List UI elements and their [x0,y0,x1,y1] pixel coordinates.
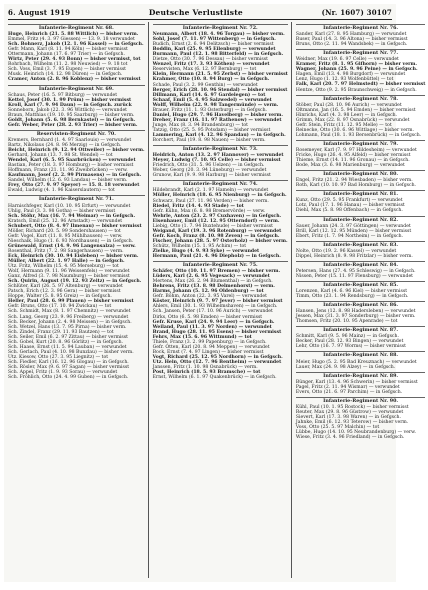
list-entry: Müller, Albert (22. 1. 97 Halle) — in Gefgsch. [8,259,125,265]
list-entry: Sch. Appel, Fritz (1. 9. 93 Sorau) — verwundet [8,370,118,376]
list-entry: Gefr. Mann, Karl (8. 11. 94 Köln) — bisher vermisst [8,47,128,53]
list-entry: Schwarz, Paul (27. 11. 96 Verden) — bisher verm. [152,198,269,204]
list-entry: Schütz, Wilhelm (15. 1. 95 Achim) — tot [152,243,247,249]
list-entry: Sch. Quirin, August (19. 12. 93 Zeitz) — in Gefgsch. [8,279,142,285]
list-entry: Lübbe, Hugo (14. 10. 95 Neubrandenburg) — verw. [295,430,416,436]
list-entry: Gefr. Vogel, Kurt (11. 8. 95 Mühlhausen) — verw. [8,233,123,239]
section-heading: Infanterie-Regiment Nr. 81. [296,190,426,197]
list-entry: Uhlig, Paul (3. 3. 98 Gotha) — bisher vermisst [8,208,116,214]
list-entry: Diehl, Max (5. 8. 98 Offenbach) — in Gefgsch. [295,208,403,214]
list-entry: Sch. Seiler, Emil (6. 2. 97 Zittau) — bisher vermisst [8,334,128,340]
list-entry: Thieme, Ernst (14. 11. 96 Gronau) — in Gefgsch. [295,158,410,164]
list-entry: Bock, Ernst (7. 4. 97 Lingen) — bisher vermisst [152,349,264,355]
section-heading: Infanterie-Regiment Nr. 73. [153,145,288,152]
list-entry: Hermann, Paul (21. 4. 96 Diepholz) — in Gefgsch. [152,254,281,260]
list-entry: Fischer, Johann (28. 5. 97 Osterholz) — bisher verm. [152,238,288,244]
list-entry: Zielke, Hugo (4. 9. 93 Syke) — verwundet [152,248,260,254]
list-entry: Fehrs, Max (15. 6. 96 Wittmund) — tot [152,334,252,340]
list-entry: Nissen, Peter (15. 11. 97 Flensburg) — verwundet [295,273,414,279]
section-heading: Infanterie-Regiment Nr. 68. [8,24,145,31]
list-entry: Post, Heinrich (18. 5. 93 Bramsche) — tot [152,370,261,376]
list-entry: Sch. Fiedler, Karl (16. 12. 96 Glogau) — in Gefgsch. [8,359,129,365]
list-entry: Wirtz, Peter (29. 4. 93 Bonn) — bisher vermisst, tot [8,57,141,63]
section-heading: Infanterie-Regiment Nr. 79. [296,140,426,147]
list-entry: Ernst, Wilhelm (6. 1. 97 Quakenbrück) — in Gefgsch. [152,375,277,381]
list-entry: Boddin, Karl (25. 9. 95 Eilenburg) — verwundet [152,47,276,53]
list-entry: Petersen, Hans (27. 4. 95 Schleswig) — in Gefgsch. [295,268,416,274]
list-entry: Wolff, Wilhelm (22. 9. 98 Tangermünde) — verm. [152,102,279,108]
list-entry: Sch. Haase, Ernst (11. 5. 94 Lauban) — verwundet [8,344,127,350]
list-entry: Borchert, Paul (19. 8. 98 Nauen) — bisher verm. [152,138,266,144]
list-entry: Frey, Otto (27. 9. 97 Speyer) — 15. 8. 18 verwundet [8,183,140,189]
list-entry: Beicht, Heinrich (9. 12. 94 Ottweiler) — bisher verm. [8,148,145,154]
list-entry: Fricke, Hugo (26. 4. 95 Alfeld) — bisher vermisst [295,153,411,159]
list-entry: Sch. Voss, Emil (3. 7. 95 Eupen) — bisher vermisst [8,67,127,73]
issue-info [322,8,392,17]
list-entry: Kremers, Bernhard (1. 4. 97 Saarlouis) — verwundet [8,137,132,143]
list-entry: Lammering, Karl (4. 12. 96 Spandau) — in Gefgsch. [152,132,286,138]
column-1 [8,22,149,578]
list-entry: Sievert, Karl (17. 3. 98 Waren) — in Gefgsch. [295,414,401,420]
list-entry: Musk. Heinrich (14. 12. 98 Düren) — in Gefgsch. [8,72,123,78]
list-entry: Goldt, Johann (5. 6. 98 Bernkastel) — in Gefgsch. [8,117,136,123]
list-entry: Schlüter, Karl (26. 5. 97 Altenburg) — verwundet [8,284,123,290]
issue-number: (Nr. 1607) [321,7,364,17]
list-entry: Hentze, Otto (9. 2. 95 Braunschweig) — in Gefgsch. [295,87,417,93]
list-entry: Hagen, Emil (13. 4. 98 Burgdorf) — verwundet [295,72,406,78]
list-entry: Gefr. Böhm, Anton (22. 3. 95 Varel) — verwundet [152,294,267,300]
list-entry: Hoppe, Walter (5. 8. 95 Greiz) — in Gefgsch. [8,294,112,300]
list-entry: Meier, Hugo (5. 2. 95 Bad Kreuznach) — verwundet [295,359,417,365]
list-entry: Pagel, Fritz (2. 11. 94 Wismar) — verwundet [295,384,400,390]
list-entry: Roth, Karl (10. 10. 97 Bad Homburg) — in Gefgsch. [295,183,416,189]
list-entry: Dirks, Otto (6. 5. 98 Emden) — bisher vermisst [152,314,263,320]
section-heading: Infanterie-Regiment Nr. 83. [296,241,426,248]
list-entry: Braun, Matthias (19. 10. 95 Saarburg) — bisher verm. [8,112,135,118]
section-heading: Infanterie-Regiment Nr. 86. [296,301,426,308]
list-entry: Kramer, Fritz (8. 1. 95 Gifhorn) — bisher verm. [295,62,418,68]
list-entry: Lehr, Otto (16. 7. 97 Worms) — bisher vermisst [295,344,406,350]
list-entry: Sch. Becker, Johann (2. 4. 98 Meissen) — in Gefgsch. [8,319,132,325]
list-entry: Sch. Gobel, Kurt (20. 8. 96 Görlitz) — in Gefgsch. [8,339,123,345]
section-heading: Reservisten-Regiment Nr. 70. [8,130,145,137]
list-entry: Ruser, Paul (14. 3. 96 Altona) — bisher vermisst [295,37,408,43]
list-entry: Sch. Zindel, Franz (29. 11. 93 Bautzen) — tot [8,329,114,335]
list-entry: Gefr. Weber, Peter (28. 2. 93 Trier) — bisher verm. [8,122,138,128]
list-entry: Wagner, Johann (25. 9. 96 Peine) — in Gefgsch. [295,67,418,73]
list-entry: Jessen, Max (31. 3. 97 Sonderburg) — bisher verm. [295,314,416,320]
column-2 [153,22,292,578]
section-heading: Infanterie-Regiment Nr. 82. [296,216,426,223]
list-entry: Sch. Gerlach, Paul (4. 10. 98 Bunzlau) — bisher verm. [8,349,134,355]
list-entry: Sander, Karl (27. 8. 95 Hamburg) — verwundet [295,32,407,38]
list-entry: Kunz, Otto (29. 5. 95 Frankfurt) — verwundet [295,198,403,204]
list-entry: Bode, Max (3. 6. 98 Marienburg) — verwundet [295,163,405,169]
section-heading: Infanterie-Regiment Nr. 88. [296,351,426,358]
section-heading: Infanterie-Regiment Nr. 85. [296,281,426,288]
list-entry: Heller, Paul (28. 6. 99 Plauen) — bisher vermisst [8,299,134,305]
list-entry: Sch. Bohnerz, Jakob (12. 1. 96 Kassel) — in Gefgsch. [8,42,144,48]
list-entry: Timm, Otto (23. 1. 94 Rendsburg) — in Gefgsch. [295,294,409,300]
list-entry: Weidner, Max (19. 6. 97 Celle) — verwundet [295,57,399,63]
list-entry: Weiland, Paul (11. 3. 97 Norden) — verwundet [152,324,272,330]
section-heading: Infanterie-Regiment Nr. 76. [296,24,426,31]
newspaper-page [4,4,426,582]
list-entry: Gefr. Kruse, Karl (24. 9. 94 Leer) — in Gefgsch. [152,319,275,325]
section-heading: Infanterie-Regiment Nr. 87. [296,326,426,333]
list-entry: Kroll, Karl (7. 9. 94 Daun) — in Gefgsch. zurück [8,102,132,108]
list-entry: Wenzel, Fritz (17. 3. 93 Köthen) — verwundet [152,62,270,68]
list-entry: Krahmer, Otto (10. 8. 94 Burg) — in Gefgsch. [152,77,270,83]
list-entry: Becker, Paul (28. 12. 93 Bingen) — verwundet [295,339,404,345]
list-entry: Meyer, Ludwig (7. 10. 95 Celle) — bisher vermisst [152,158,281,164]
list-entry: Heidrich, Anton (13. 2. 97 Hannover) — verwundet [152,153,284,159]
list-entry: Lohmann, Paul (18. 1. 93 Bersenbrück) — in Gefgsch. [295,132,422,138]
list-entry: Wendel, Karl (6. 5. 95 Saarbrücken) — verwundet [8,158,136,164]
list-entry: Wehrle, Anton (23. 2. 97 Cuxhaven) — in Gefgsch. [152,213,282,219]
list-entry: Sandel, Wilhelm (12. 6. 93 Landau) — bisher verm. [8,178,128,184]
list-entry: Eisenhauer, Emil (12. 12. 95 Otterndorf) — verm. [152,218,280,224]
list-entry: Tatzig, Otto (25. 5. 95 Potsdam) — bisher vermisst [152,127,271,133]
list-entry: Utz. Fritz, Wilhelm (15. 4. 95 Merseburg) — tot [8,264,119,270]
list-entry: Ottermann, Johann (17. 6. 97 Trier) — in Gefgsch. [8,52,125,58]
list-entry: Behrens, Fritz (13. 8. 98 Delmenhorst) — verm. [152,284,275,290]
section-heading: Infanterie-Regiment Nr. 80. [296,170,426,177]
list-entry: Sonneborn, Jakob (22. 3. 96 Wittlich) — verwundet [8,107,128,113]
list-entry: Patsch, Erich (12. 3. 96 Gera) — bisher vermisst [8,289,121,295]
list-entry: Neumann, Albert (18. 4. 96 Torgau) — bisher verm. [152,32,285,38]
list-entry: Harnischfeger, Karl (10. 10. 95 Erfurt) — verwundet [8,203,131,209]
list-entry: Bastian, Peter (18. 3. 97 Homburg) — bisher vermisst [8,163,134,169]
list-entry: Grunow, Karl (9. 9. 98 Harburg) — bisher vermisst [152,173,271,179]
list-entry: Utz. Hein, Otto (12. 7. 96 Bentheim) — verwundet [152,359,282,365]
list-entry: Weigand, Karl (19. 3. 96 Rotenburg) — verwundet [152,228,282,234]
list-entry: Weber, Georg (20. 3. 94 Lüneburg) — verwundet [152,168,267,174]
list-entry: Riedel, Fritz (14. 4. 93 Stade) — tot [152,203,244,209]
section-heading: Infanterie-Regiment Nr. 74. [153,180,288,187]
list-entry: Falk, Karl (20. 7. 97 Helmstedt) — bisher vermisst [295,82,426,88]
header-rule [8,19,392,20]
page-date: 6. August 1919 [8,7,71,17]
list-entry: Nieschalk, Hugo (1. 6. 93 Nordhausen) — in Gefgsch. [8,238,134,244]
list-entry: Hinrichs, Karl (4. 3. 98 Leer) — in Gefgsch. [295,112,398,118]
list-entry: Hildebrandt, Karl (2. 1. 97 Hameln) — verwundet [152,188,269,194]
list-entry: Oltmanns, Jan (16. 5. 94 Emden) — bisher vermisst [295,107,416,113]
list-entry: Dietze, Otto (30. 7. 96 Dessau) — bisher vermisst [152,57,268,63]
list-entry: Lüders, Karl (2. 6. 95 Vegesack) — verwundet [152,274,270,280]
list-entry: Kratsch, Emil (25. 12. 96 Arnstadt) — verwundet [8,218,123,224]
list-entry: Lorenzen, Karl (4. 6. 96 Kiel) — bisher vermisst [295,289,408,295]
list-entry: Sohl, Josef (7. 11. 97 Wittenberg) — in Gefgsch. [152,37,276,43]
list-entry: Janssen, Fritz (1. 10. 98 Osnabrück) — verm. [152,365,258,370]
list-entry: Schade, Paul (3. 2. 99 Genthin) — verwundet [152,82,258,88]
list-entry: Nolte, Otto (19. 2. 96 Kassel) — verwundet [295,248,397,254]
list-entry: Harms, Johann (5. 12. 96 Oldenburg) — tot [152,289,264,295]
list-entry: Ewald, Ludwig (4. 1. 96 Kaiserslautern) — tot [8,188,115,194]
list-entry: Cramer, Anton (2. 8. 96 Koblenz) — bisher vermisst [8,77,141,83]
list-entry: Brill, Karl (12. 12. 95 Münden) — bisher vermisst [295,228,412,234]
list-entry: Liebig, Otto (1. 7. 94 Buxtehude) — bisher vermisst [152,223,273,229]
list-entry: Wolf, Hermann (9. 11. 96 Weissenfels) — verwundet [8,269,130,275]
list-entry: Wiese, Fritz (3. 4. 96 Friedland) — in Gefgsch. [295,435,405,441]
page-header [8,6,392,18]
list-entry: Brand, Hugo (28. 11. 95 Esens) — bisher vermisst [152,329,282,335]
list-entry: Friedrich, Otto (31. 5. 96 Uelzen) — in Gefgsch. [152,163,265,169]
list-entry: Reuter, Max (29. 8. 96 Güstrow) — verwundet [295,409,404,415]
list-entry: Lenz, Hugo (1. 12. 93 Wolfenbüttel) — tot [295,77,394,83]
list-entry: Grimm, Max (22. 8. 97 Osnabrück) — verwundet [295,117,410,123]
column-3 [296,22,428,578]
list-entry: Jahnke, Emil (6. 12. 93 Teterow) — bisher verm. [295,420,409,425]
list-entry: Hoffmann, Franz (21. 11. 96 Zweibrücken) — verw. [8,168,128,174]
list-entry: Hansen, Jens (12. 8. 98 Hadersleben) — verwundet [295,309,416,315]
list-entry: Sch. Lang, Georg (23. 9. 96 Freiberg) — verwundet [8,314,129,320]
list-entry: Schmitt, Karl (9. 5. 96 Mainz) — in Gefgsch. [295,334,399,340]
list-entry: Sch. Fröhlich, Otto (24. 4. 99 Guben) — in Gefgsch. [8,375,129,381]
list-entry: Gefr. Stein, Fritz (11. 12. 95 Melle) — tot [295,122,392,128]
list-entry: Thiele, Franz (3. 2. 99 Papenburg) — in Gefgsch. [152,339,267,345]
list-entry: Rosemeyer, Karl (7. 9. 97 Hildesheim) — verwundet [295,147,417,153]
section-heading: Infanterie-Regiment Nr. 75. [153,261,288,268]
list-entry: Reservisten, Max (6. 12. 97 Bernburg) — tot [152,67,257,73]
list-entry: Thomsen, Fritz (20. 10. 95 Apenrade) — tot [295,319,398,325]
list-entry: Sch. Wetzel, Hans (13. 7. 95 Pirna) — bisher verm. [8,324,127,330]
list-entry: Eck, Heinrich (30. 10. 94 Eisleben) — bisher verm. [8,253,139,259]
list-entry: Dreher, Franz (16. 11. 97 Rathenow) — verwundet [152,117,282,123]
section-heading: Infanterie-Regiment Nr. 84. [296,261,426,268]
list-entry: Huge, Heinrich (21. 5. 88 Wittlich) — bisher verm. [8,32,139,38]
list-entry: Brauer, Fritz (11. 1. 93 Osterburg) — in Gefgsch. [152,107,268,113]
list-entry: Gefr. Bruns, Otto (17. 10. 94 Zwickau) — tot [8,304,112,310]
section-heading: Infanterie-Regiment Nr. 90. [296,397,426,404]
list-entry: Utz. Kiesow, Otto (27. 3. 95 Liegnitz) — tot [8,354,109,360]
list-entry: Budich, Ernst (2. 6. 94 Delitzsch) — bisher vermisst [152,42,274,48]
list-entry: Möller, Richard (20. 5. 99 Sondershausen) — tot [8,228,121,234]
list-entry: Ahlers, Emil (30. 1. 93 Wilhelmshaven) — in Gefgsch. [152,304,278,310]
list-entry: Engel, Fritz (21. 2. 94 Wiesbaden) — bisher verm. [295,178,413,184]
list-entry: Sauer, Johann (24. 3. 97 Göttingen) — verwundet [295,223,411,229]
publication-title: Deutsche Verlustliste [148,7,243,17]
list-entry: Junge, Max (8. 3. 94 Brandenburg) — tot [152,122,248,128]
list-entry: Sch. Jansen, Peter (17. 10. 96 Aurich) — verwundet [152,309,273,315]
list-entry: Grünewald, Ernst (14. 9. 96 Langensalza) — verw. [8,243,136,249]
list-entry: Bruns, Otto (2. 11. 94 Wandsbek) — in Gefgsch. [295,42,408,48]
list-entry: Vogt, Richard (25. 12. 95 Nordhorn) — in Gefgsch. [152,354,283,360]
list-entry: Gefr. Kühn, Max (6. 8. 98 Bremervörde) — verw. [152,208,266,214]
section-heading: Infanterie-Regiment Nr. 72. [153,24,288,31]
list-entry: Gefr. Koch, Franz (8. 10. 98 Zeven) — in Gefgsch. [152,233,280,239]
list-entry: Bartz, Nikolaus (24. 8. 96 Merzig) — in Gefgsch. [8,142,122,148]
list-entry: Kettel, Josef (30. 1. 99 Prüm) — bisher vermisst [8,97,132,103]
list-entry: Sch. Rösler, Max (9. 6. 97 Sagan) — bisher vermisst [8,365,130,370]
list-entry: Emmel, Fritz (4. 3. 97 Giessen) — 13. 9. 18 verwundet [8,37,135,43]
list-entry: Schubert, Otto (8. 4. 97 Ilmenau) — bisher vermisst [8,223,142,229]
list-entry: Mertens, Max (26. 2. 94 Blumenthal) — in Gefgsch. [152,279,273,285]
list-entry: Schaaf, Emil (5. 4. 95 Salzwedel) — verwundet [152,97,272,103]
list-entry: Kaufmann, Josef (2. 2. 99 Pirmasens) — in Gefgsch. [8,173,142,179]
list-entry: Ganz, Alfred (3. 7. 98 Naumburg) — bisher vermisst [8,274,130,280]
list-entry: Bünger, Karl (13. 4. 96 Schwerin) — bisher vermisst [295,379,418,385]
list-entry: Dillmann, Karl (14. 6. 97 Gardelegen) — tot [152,92,266,98]
list-entry: Schäfer, Otto (10. 11. 97 Bremen) — bisher verm. [152,269,281,275]
section-heading: Infanterie-Regiment Nr. 78. [296,95,426,102]
list-entry: Gerhard, Johann (13. 7. 98 St. Wendel) — tot [8,153,113,159]
list-entry: Kühl, Paul (10. 1. 95 Rostock) — bisher vermisst [295,404,409,410]
list-entry: Daniel, Hugo (29. 7. 96 Havelberg) — bisher verm. [152,112,283,118]
list-entry: Dippel, Heinrich (8. 9. 98 Fritzlar) — bisher verm. [295,253,413,259]
list-entry: Rosenthal, Fritz (7. 2. 98 Sangerhausen) — verm. [8,248,124,254]
list-entry: Burmann, Paul (12. 1. 98 Bitterfeld) — in Gefgsch. [152,52,284,58]
list-entry: Sch. Schmidt, Max (8. 1. 97 Chemnitz) — verwundet [8,309,131,315]
list-entry: Voss, Otto (25. 5. 97 Malchin) — tot [295,425,380,431]
page-number: 30107 [366,7,392,17]
text-columns [8,22,426,578]
list-entry: Stöber, Paul (28. 10. 96 Aurich) — verwundet [295,102,402,108]
list-entry: Evers, Otto (21. 6. 97 Parchim) — in Gefgsch. [295,389,403,395]
list-entry: Klein, Hermann (21. 5. 95 Zerbst) — bisher vermisst [152,72,288,78]
list-entry: Reinecke, Otto (30. 6. 96 Wittlage) — bisher verm. [295,127,414,133]
list-entry: Berger, Erich (28. 10. 96 Stendal) — bisher vermisst [152,87,288,93]
list-entry: Rohrbach, Wilhelm (11. 2. 98 Neuwied) — 9. 18 tot [8,62,128,68]
list-entry: Lotz, Paul (17. 1. 96 Hanau) — bisher vermisst [295,203,405,209]
section-heading: Infanterie-Regiment Nr. 71. [8,195,145,202]
list-entry: Lauer, Max (24. 9. 98 Alzey) — in Gefgsch. [295,364,396,370]
list-entry: Müller, Heinrich (18. 6. 95 Nienburg) — in Gefgsch. [152,193,287,199]
list-entry: Sch. Stöhr, Max (16. 7. 94 Weimar) — in Gefgsch. [8,213,136,219]
section-heading: Infanterie-Regiment Nr. 77. [296,49,426,56]
list-entry: Schaus, Peter (16. 5. 97 Bitburg) — verwundet [8,92,118,98]
list-entry: Ebert, Fritz (1. 7. 94 Northeim) — in Gefgsch. [295,233,404,239]
list-entry: Köster, Heinrich (9. 7. 97 Jever) — bisher vermisst [152,299,283,305]
section-heading: Infanterie-Regiment Nr. 89. [296,372,426,379]
section-heading: Infanterie-Regiment Nr. 69. [8,85,145,92]
list-entry: Gefr. Otten, Karl (20. 8. 94 Meppen) — verwundet [152,344,270,350]
